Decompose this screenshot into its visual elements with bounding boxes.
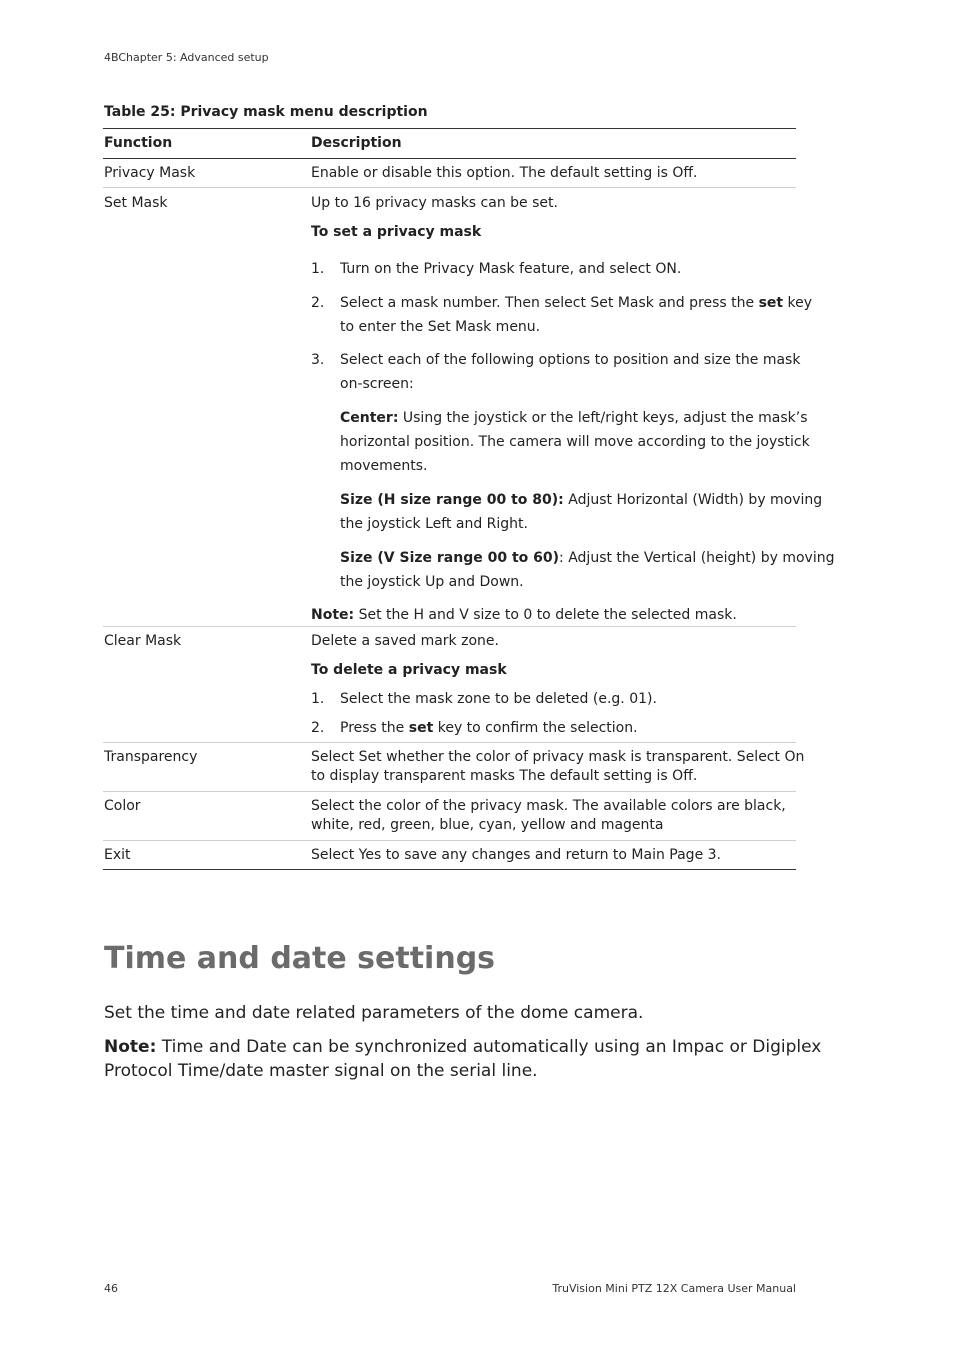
clear-mask-intro: Delete a saved mark zone.: [311, 633, 499, 649]
step-text: to enter the Set Mask menu.: [340, 319, 541, 335]
footer-manual-title: TruVision Mini PTZ 12X Camera User Manual: [552, 1282, 796, 1295]
row-divider: [103, 187, 796, 188]
function-privacy-mask: Privacy Mask: [104, 165, 196, 181]
row-divider: [103, 742, 796, 743]
option-center: Center: Using the joystick or the left/right keys, adjust the mask’s: [340, 410, 808, 426]
step-number: 1.: [311, 691, 325, 707]
function-transparency: Transparency: [104, 749, 198, 765]
column-header-description: Description: [311, 135, 402, 151]
step-text: Select each of the following options to position and size the mask: [340, 352, 801, 368]
clear-mask-procedure-title: To delete a privacy mask: [311, 662, 507, 678]
step-number: 1.: [311, 261, 325, 277]
page-number: 46: [104, 1282, 118, 1295]
description-color: Select the color of the privacy mask. The available colors are black,: [311, 798, 786, 814]
function-exit: Exit: [104, 847, 131, 863]
column-header-function: Function: [104, 135, 173, 151]
option-size-v-text: the joystick Up and Down.: [340, 574, 524, 590]
step-text: Press the set key to confirm the selection.: [340, 720, 638, 736]
function-color: Color: [104, 798, 141, 814]
step-text: on-screen:: [340, 376, 414, 392]
section-paragraph: Set the time and date related parameters of the dome camera.: [104, 1003, 644, 1023]
table-bottom-rule: [103, 869, 796, 870]
option-size-v: Size (V Size range 00 to 60): Adjust the Vertical (height) by moving: [340, 550, 835, 566]
table-top-rule: [103, 128, 796, 129]
section-note-continued: Protocol Time/date master signal on the serial line.: [104, 1061, 538, 1081]
step-text: Turn on the Privacy Mask feature, and select ON.: [340, 261, 682, 277]
step-text: Select a mask number. Then select Set Mask and press the set key: [340, 295, 813, 311]
set-mask-note: Note: Set the H and V size to 0 to delete the selected mask.: [311, 607, 737, 623]
step-text: Select the mask zone to be deleted (e.g. 01).: [340, 691, 657, 707]
description-privacy-mask: Enable or disable this option. The default setting is Off.: [311, 165, 698, 181]
description-color: white, red, green, blue, cyan, yellow and magenta: [311, 817, 664, 833]
row-divider: [103, 791, 796, 792]
table-header-rule: [103, 158, 796, 159]
description-transparency: Select Set whether the color of privacy mask is transparent. Select On: [311, 749, 805, 765]
step-number: 3.: [311, 352, 325, 368]
section-note: Note: Time and Date can be synchronized automatically using an Impac or Digiplex: [104, 1037, 822, 1057]
function-set-mask: Set Mask: [104, 195, 168, 211]
set-mask-procedure-title: To set a privacy mask: [311, 224, 482, 240]
row-divider: [103, 840, 796, 841]
step-number: 2.: [311, 295, 325, 311]
running-header: 4BChapter 5: Advanced setup: [104, 51, 269, 64]
description-exit: Select Yes to save any changes and return to Main Page 3.: [311, 847, 721, 863]
option-size-h: Size (H size range 00 to 80): Adjust Horizontal (Width) by moving: [340, 492, 823, 508]
section-title: Time and date settings: [104, 941, 496, 976]
function-clear-mask: Clear Mask: [104, 633, 182, 649]
option-size-h-text: the joystick Left and Right.: [340, 516, 528, 532]
set-mask-intro: Up to 16 privacy masks can be set.: [311, 195, 558, 211]
option-center-text: horizontal position. The camera will move according to the joystick: [340, 434, 810, 450]
option-center-text: movements.: [340, 458, 428, 474]
table-caption: Table 25: Privacy mask menu description: [104, 104, 428, 120]
step-number: 2.: [311, 720, 325, 736]
description-transparency: to display transparent masks The default setting is Off.: [311, 768, 698, 784]
